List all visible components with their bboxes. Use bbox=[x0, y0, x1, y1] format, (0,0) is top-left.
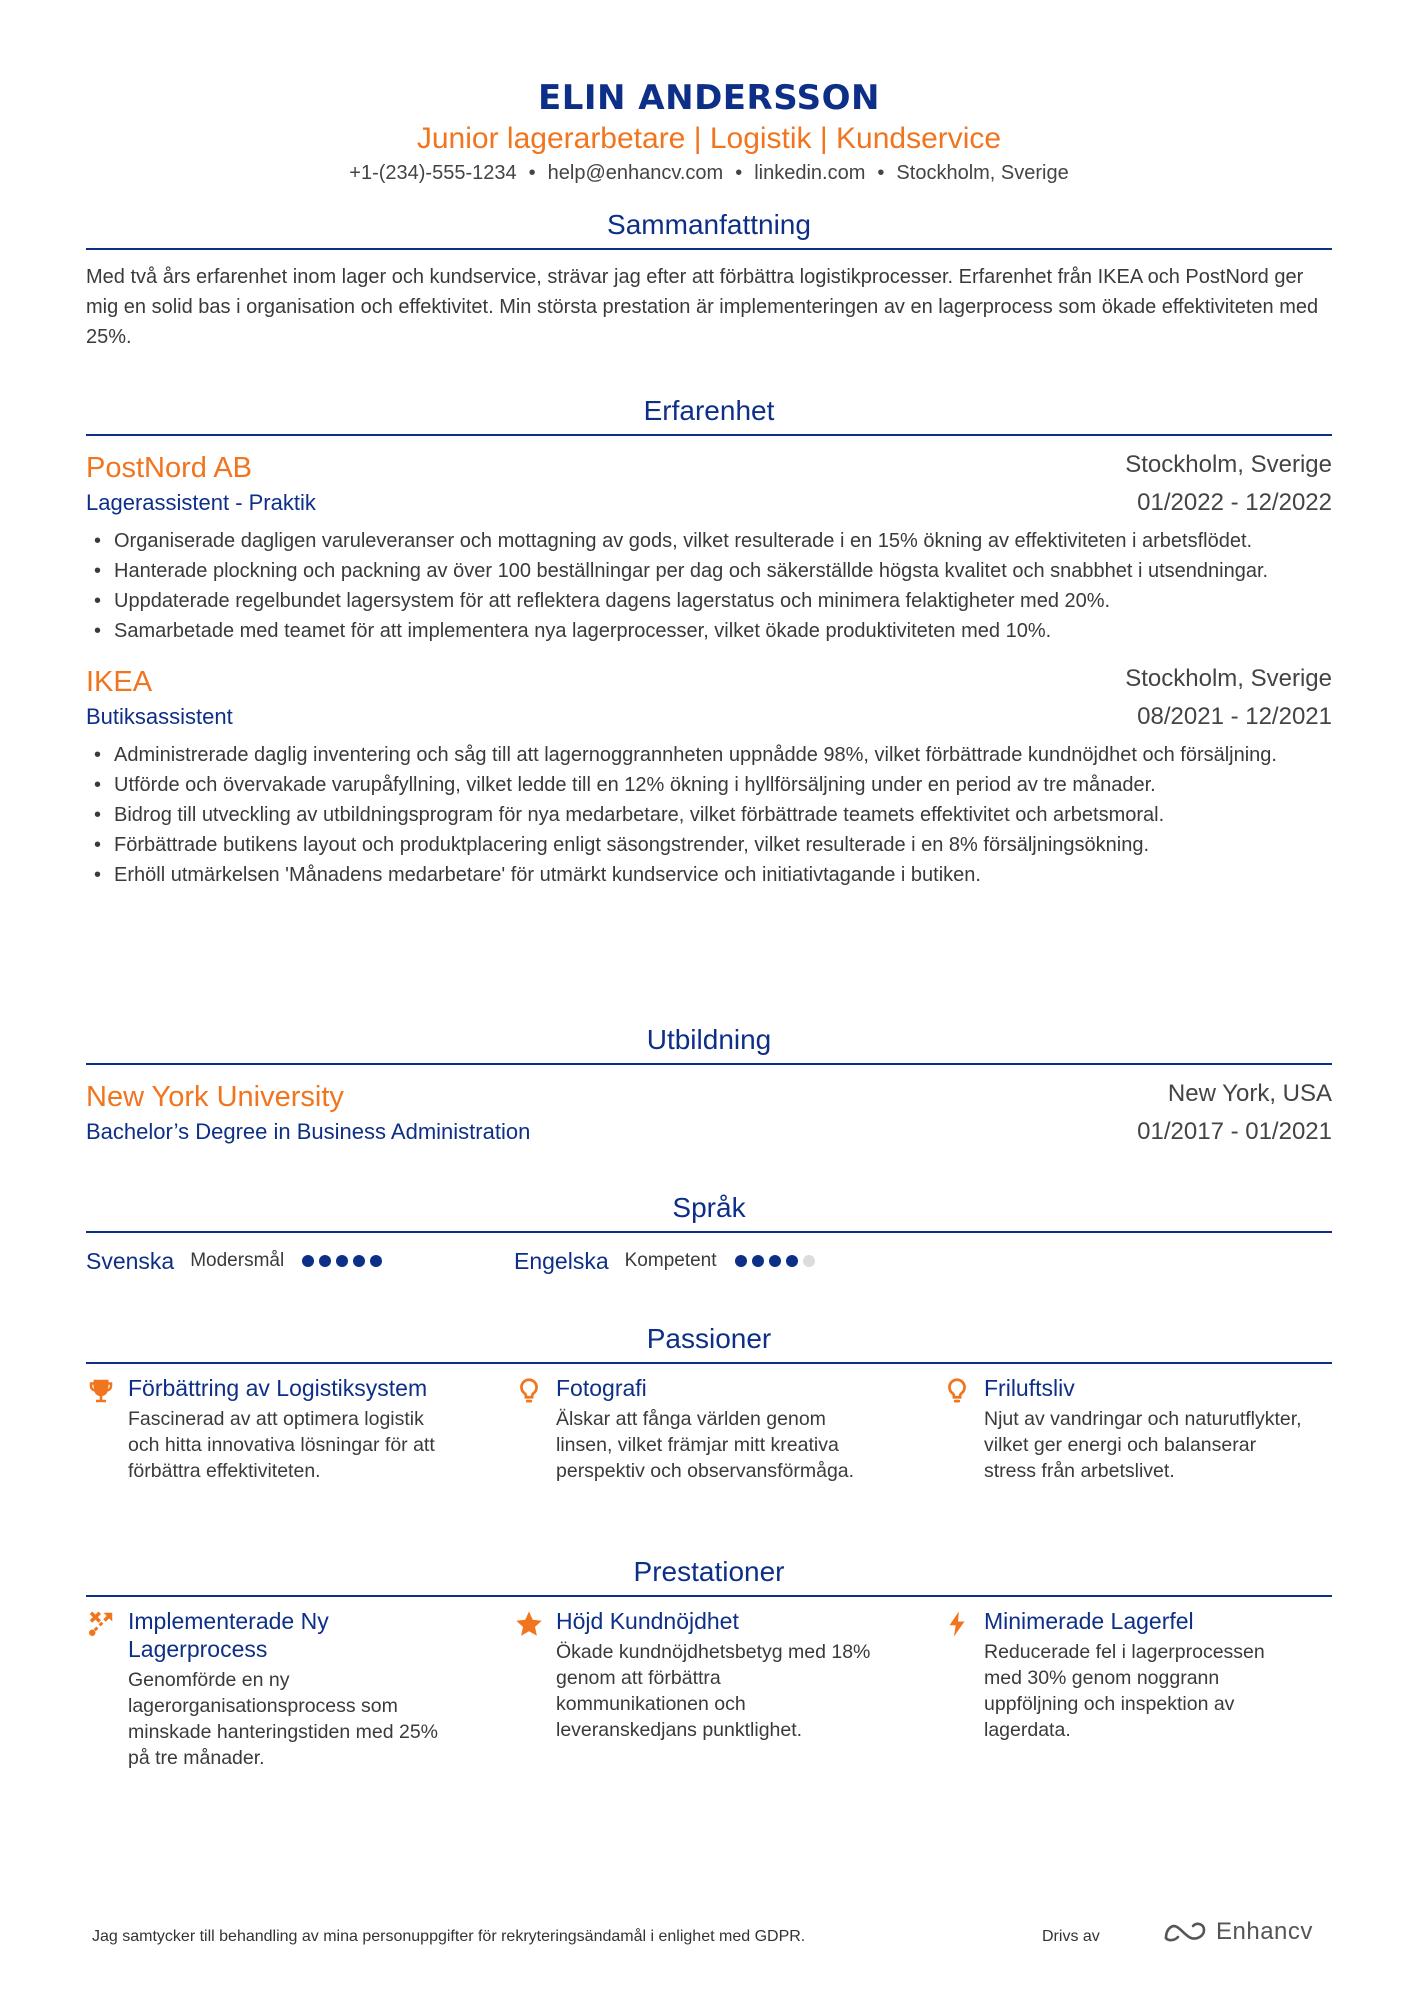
job-bullet: • Erhöll utmärkelsen 'Månadens medarbetare' för utmärkt kundservice och initiativtagande i butiken. bbox=[86, 860, 1332, 890]
rating-dot-filled bbox=[302, 1255, 314, 1267]
separator: • bbox=[877, 162, 885, 184]
achievement-title: Implementerade Ny Lagerprocess bbox=[128, 1608, 329, 1662]
section-title-summary: Sammanfattning bbox=[607, 209, 811, 240]
language-list bbox=[86, 1243, 1332, 1279]
section-divider bbox=[86, 1063, 1332, 1065]
lightbulb-icon bbox=[514, 1376, 544, 1406]
job-role: Butiksassistent bbox=[86, 704, 233, 729]
education-location: New York, USA bbox=[1167, 1080, 1332, 1107]
rating-dot-filled bbox=[370, 1255, 382, 1267]
achievement-desc: Ökade kundnöjdhetsbetyg med 18% genom att förbättra kommunikationen och leveranskedjans punktlighet. bbox=[556, 1641, 871, 1741]
resume-header bbox=[86, 0, 1332, 186]
passion-title: Friluftsliv bbox=[984, 1375, 1075, 1401]
enhancv-logo[interactable] bbox=[1162, 1918, 1313, 1946]
section-divider bbox=[86, 248, 1332, 250]
passion-desc: Njut av vandringar och naturutflykter, vilket ger energi och balanserar stress från arbetslivet. bbox=[984, 1408, 1302, 1482]
infinity-logo-icon bbox=[1162, 1919, 1208, 1945]
summary-text: Med två års erfarenhet inom lager och kundservice, strävar jag efter att förbättra logistikprocesser. Erfarenhet från IKEA och PostNord ger mig en solid bas i organisation och effektivitet. Min största prestation är implementeringen av en lagerprocess som ökade effektiviteten med 25%. bbox=[86, 266, 1319, 348]
rating-dot-filled bbox=[735, 1255, 747, 1267]
job-bullet: • Förbättrade butikens layout och produktplacering enligt säsongstrender, vilket resulterade i en 8% försäljningsökning. bbox=[86, 830, 1332, 860]
separator: • bbox=[528, 162, 536, 184]
section-title-education: Utbildning bbox=[646, 1024, 772, 1055]
language-name: Svenska bbox=[86, 1247, 175, 1274]
language-item bbox=[86, 1243, 387, 1279]
section-title-experience: Erfarenhet bbox=[643, 395, 775, 426]
section-divider bbox=[86, 1595, 1332, 1597]
rating-dot-filled bbox=[319, 1255, 331, 1267]
job-bullet: • Hanterade plockning och packning av över 100 beställningar per dag och säkerställde högsta kvalitet och snabbhet i utsendningar. bbox=[86, 556, 1332, 586]
passion-title: Fotografi bbox=[556, 1375, 647, 1401]
company-name: IKEA bbox=[86, 666, 153, 698]
job-entry bbox=[86, 450, 1332, 646]
summary-section bbox=[86, 208, 1332, 352]
rating-dot-filled bbox=[786, 1255, 798, 1267]
passion-item bbox=[514, 1374, 874, 1484]
rating-dot-filled bbox=[769, 1255, 781, 1267]
rating-dot-filled bbox=[336, 1255, 348, 1267]
achievements-section bbox=[86, 1555, 1332, 1769]
gdpr-consent: Jag samtycker till behandling av mina personuppgifter för rekryteringsändamål i enlighet med GDPR. bbox=[92, 1928, 806, 1945]
passion-item bbox=[942, 1374, 1302, 1484]
job-dates: 01/2022 - 12/2022 bbox=[1137, 489, 1332, 516]
achievement-item bbox=[942, 1607, 1302, 1743]
job-bullet: • Samarbetade med teamet för att implementera nya lagerprocesser, vilket ökade produktiviteten med 10%. bbox=[86, 616, 1332, 646]
passion-desc: Fascinerad av att optimera logistik och hitta innovativa lösningar för att förbättra effektiviteten. bbox=[128, 1408, 435, 1482]
phone: +1-(234)-555-1234 bbox=[349, 162, 517, 184]
section-divider bbox=[86, 1231, 1332, 1233]
passion-title: Förbättring av Logistiksystem bbox=[128, 1375, 428, 1401]
passions-section bbox=[86, 1322, 1332, 1482]
achievement-title: Minimerade Lagerfel bbox=[984, 1608, 1194, 1634]
language-item bbox=[514, 1243, 820, 1279]
achievement-desc: Genomförde en ny lagerorganisationsprocess som minskade hanteringstiden med 25% på tre månader. bbox=[128, 1669, 439, 1769]
star-icon bbox=[514, 1609, 544, 1639]
section-divider bbox=[86, 1362, 1332, 1364]
language-rating bbox=[735, 1255, 820, 1267]
job-bullet: • Organiserade dagligen varuleveranser och mottagning av gods, vilket resulterade i en 15% ökning av effektiviteten i arbetsflödet. bbox=[86, 526, 1332, 556]
page-footer bbox=[92, 1918, 1332, 1958]
passion-desc: Älskar att fånga världen genom linsen, vilket främjar mitt kreativa perspektiv och observansförmåga. bbox=[556, 1408, 855, 1482]
route-icon bbox=[86, 1609, 116, 1639]
brand-name: Enhancv bbox=[1216, 1918, 1313, 1945]
rating-dot-filled bbox=[353, 1255, 365, 1267]
resume-page bbox=[86, 0, 1332, 1769]
section-title-passions: Passioner bbox=[646, 1323, 772, 1354]
job-location: Stockholm, Sverige bbox=[1125, 451, 1332, 478]
language-rating bbox=[302, 1255, 387, 1267]
job-bullet: • Utförde och övervakade varupåfyllning, vilket ledde till en 12% ökning i hyllförsäljning under en period av tre månader. bbox=[86, 770, 1332, 800]
linkedin[interactable]: linkedin.com bbox=[754, 162, 866, 184]
lightbulb-icon bbox=[942, 1376, 972, 1406]
job-bullet: • Uppdaterade regelbundet lagersystem för att reflektera dagens lagerstatus och minimera felaktigheter med 20%. bbox=[86, 586, 1332, 616]
job-entry bbox=[86, 664, 1332, 890]
school-name: New York University bbox=[86, 1081, 344, 1113]
achievement-desc: Reducerade fel i lagerprocessen med 30% genom noggrann uppföljning och inspektion av lagerdata. bbox=[984, 1641, 1265, 1741]
candidate-name: ELIN ANDERSSON bbox=[537, 78, 881, 118]
job-bullet: • Bidrog till utveckling av utbildningsprogram för nya medarbetare, vilket förbättrade teamets effektivitet och arbetsmoral. bbox=[86, 800, 1332, 830]
company-name: PostNord AB bbox=[86, 452, 253, 484]
section-title-achievements: Prestationer bbox=[633, 1556, 785, 1587]
separator: • bbox=[735, 162, 743, 184]
achievement-item bbox=[86, 1607, 446, 1771]
section-divider bbox=[86, 434, 1332, 436]
language-level: Modersmål bbox=[190, 1250, 285, 1271]
education-dates: 01/2017 - 01/2021 bbox=[1137, 1118, 1332, 1145]
lightning-icon bbox=[942, 1609, 972, 1639]
job-bullet: • Administrerade daglig inventering och såg till att lagernoggrannheten uppnådde 98%, vilket förbättrade kundnöjdhet och försäljning. bbox=[86, 740, 1332, 770]
contact-line bbox=[86, 160, 1332, 186]
job-location: Stockholm, Sverige bbox=[1125, 665, 1332, 692]
language-name: Engelska bbox=[514, 1247, 609, 1274]
experience-section bbox=[86, 394, 1332, 890]
job-bullets bbox=[86, 526, 1332, 646]
trophy-icon bbox=[86, 1376, 116, 1406]
education-entry bbox=[86, 1079, 1332, 1147]
achievement-title: Höjd Kundnöjdhet bbox=[556, 1608, 739, 1634]
section-title-languages: Språk bbox=[672, 1192, 746, 1223]
location: Stockholm, Sverige bbox=[896, 162, 1069, 184]
rating-dot-filled bbox=[752, 1255, 764, 1267]
degree: Bachelor’s Degree in Business Administration bbox=[86, 1119, 531, 1144]
powered-by-label: Drivs av bbox=[1042, 1928, 1100, 1945]
education-section bbox=[86, 1023, 1332, 1147]
candidate-title: Junior lagerarbetare | Logistik | Kundservice bbox=[416, 122, 1002, 155]
language-level: Kompetent bbox=[624, 1250, 717, 1271]
job-role: Lagerassistent - Praktik bbox=[86, 490, 316, 515]
languages-section bbox=[86, 1191, 1332, 1279]
job-dates: 08/2021 - 12/2021 bbox=[1137, 703, 1332, 730]
rating-dot-empty bbox=[803, 1255, 815, 1267]
job-bullets bbox=[86, 740, 1332, 890]
passion-item bbox=[86, 1374, 446, 1484]
email[interactable]: help@enhancv.com bbox=[547, 162, 724, 184]
achievement-item bbox=[514, 1607, 874, 1743]
